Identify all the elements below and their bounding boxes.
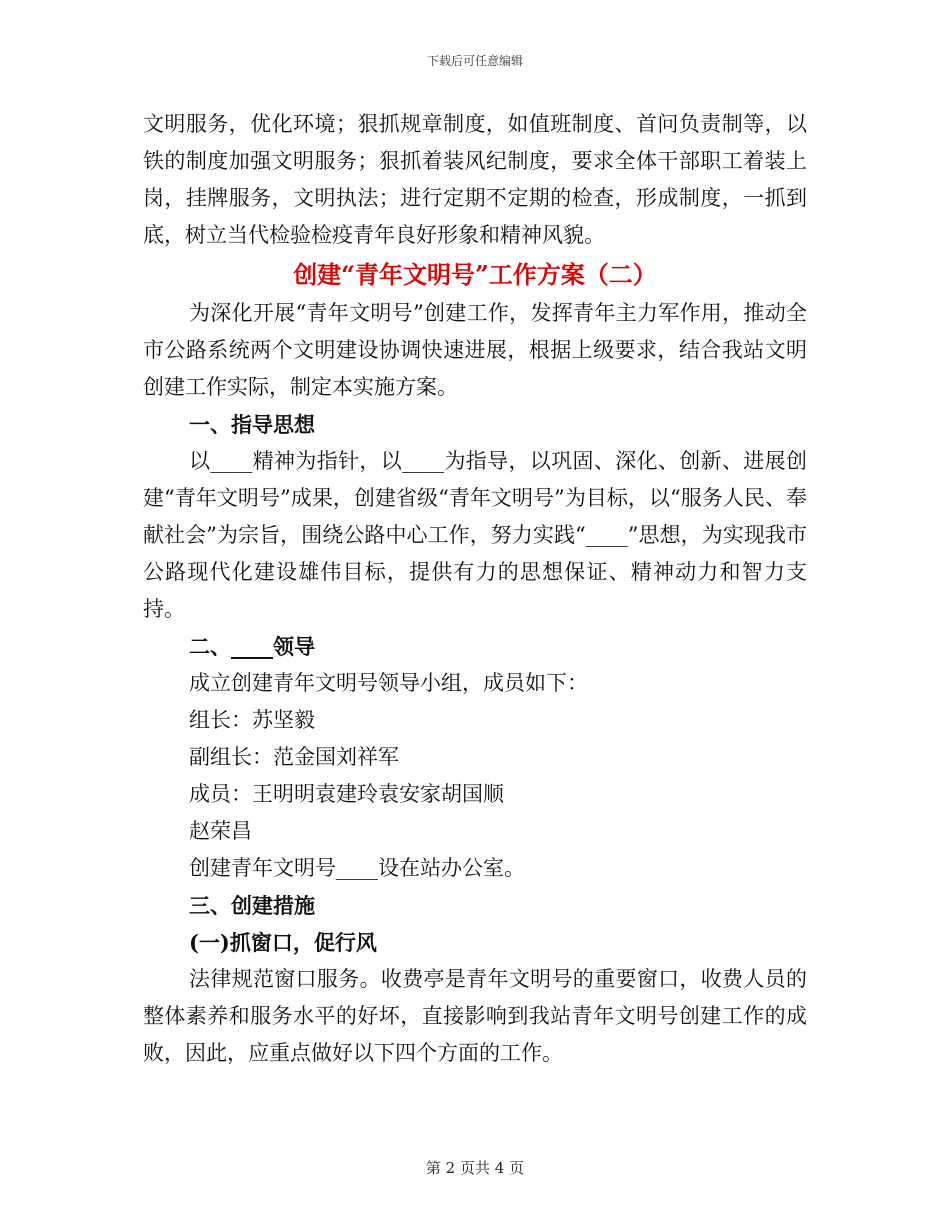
document-title: 创建“青年文明号”工作方案（二） [293, 260, 657, 289]
paragraph-purpose: 为深化开展“青年文明号”创建工作，发挥青年主力军作用，推动全市公路系统两个文明建设协调快速进展，根据上级要求，结合我站文明创建工作实际，制定本实施方案。 [143, 301, 807, 399]
leadership-line-deputy: 副组长：范金国刘祥军 [189, 745, 399, 769]
leadership-line-intro: 成立创建青年文明号领导小组，成员如下： [189, 671, 588, 695]
page-header: 下载后可任意编辑 [426, 54, 523, 68]
section-heading-guiding-thought: 一、指导思想 [189, 412, 315, 437]
leadership-line-members: 成员：王明明袁建玲袁安家胡国顺 [189, 782, 504, 806]
section-heading-leadership: 二、____领导 [189, 634, 315, 659]
page-number-footer: 第 2 页共 4 页 [425, 1159, 525, 1177]
section-heading-measures: 三、创建措施 [189, 893, 315, 918]
leadership-line-members-cont: 赵荣昌 [189, 819, 252, 843]
leadership-line-leader: 组长：苏坚毅 [189, 708, 315, 732]
intro-paragraph: 文明服务，优化环境；狠抓规章制度，如值班制度、首问负责制等，以铁的制度加强文明服务；狠抓着装风纪制度，要求全体干部职工着装上岗，挂牌服务，文明执法；进行定期不定期的检查，形成制度，一抓到底，树立当代检验检疫青年良好形象和精神风貌。 [143, 112, 807, 247]
paragraph-window-service: 法律规范窗口服务。收费亭是青年文明号的重要窗口，收费人员的整体素养和服务水平的好坏，直接影响到我站青年文明号创建工作的成败，因此，应重点做好以下四个方面的工作。 [143, 967, 807, 1065]
paragraph-guiding-thought: 以____精神为指针，以____为指导，以巩固、深化、创新、进展创建“青年文明号”成果，创建省级“青年文明号”为目标，以“服务人民、奉献社会”为宗旨，围绕公路中心工作，努力实践“____”思想，为实现我市公路现代化建设雄伟目标，提供有力的思想保证、精神动力和智力支持。 [143, 449, 807, 621]
subheading-window: (一)抓窗口，促行风 [189, 930, 377, 955]
document-body [143, 106, 807, 1072]
leadership-line-office: 创建青年文明号____设在站办公室。 [189, 856, 525, 880]
